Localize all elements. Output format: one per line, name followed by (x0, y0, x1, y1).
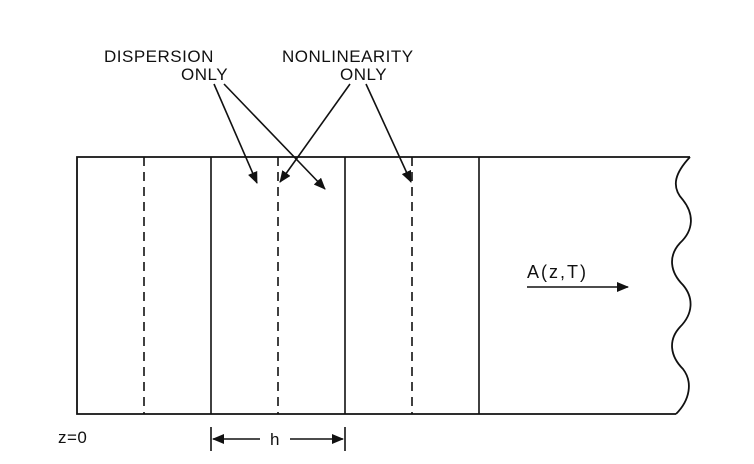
fiber-wavy-edge (672, 157, 691, 414)
nonlinearity-arrow-right (366, 84, 411, 182)
dispersion-label-line1: DISPERSION (104, 47, 214, 66)
nonlinearity-label-line2: ONLY (340, 65, 388, 84)
dispersion-arrow-left (214, 84, 257, 183)
z-origin-label: z=0 (58, 428, 88, 447)
dispersion-arrow-right (224, 84, 325, 189)
field-label: A(z,T) (527, 262, 588, 282)
dispersion-label-line2: ONLY (181, 65, 229, 84)
step-label: h (270, 430, 280, 449)
fiber-outline (77, 157, 690, 414)
nonlinearity-arrow-left (280, 84, 350, 182)
nonlinearity-label-line1: NONLINEARITY (282, 47, 414, 66)
